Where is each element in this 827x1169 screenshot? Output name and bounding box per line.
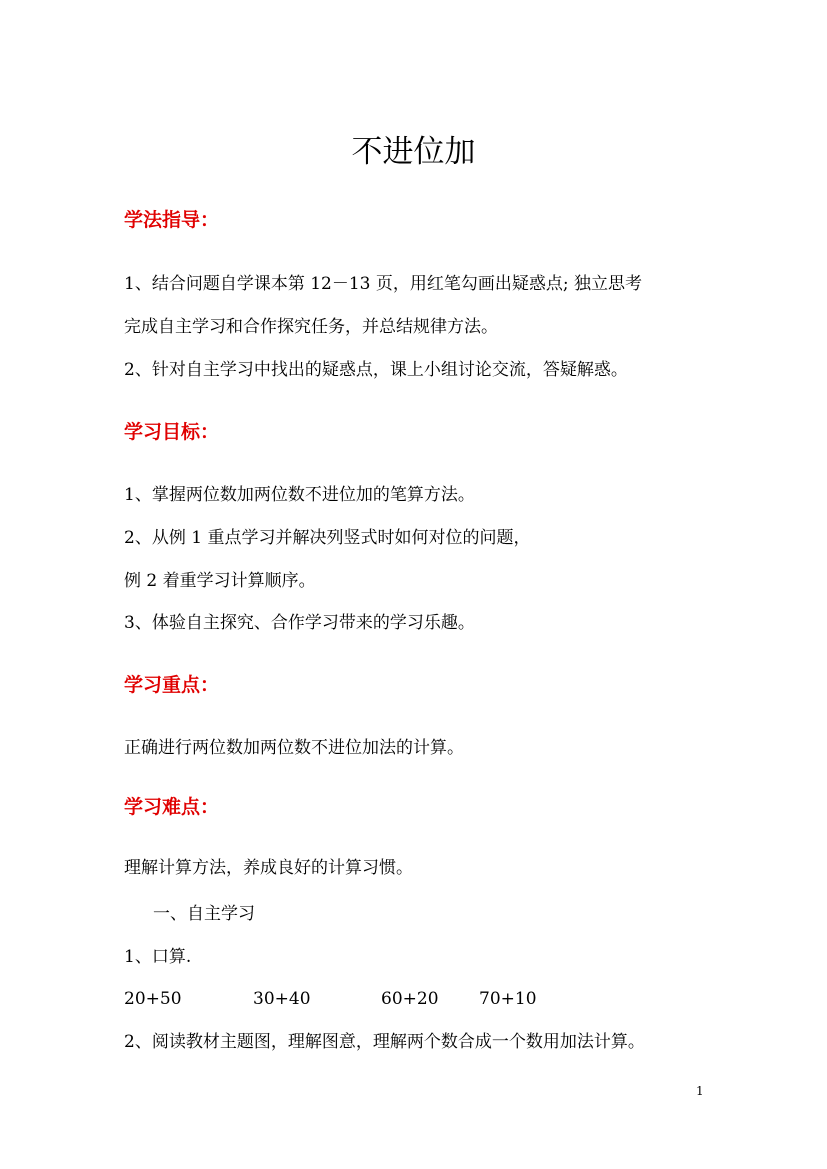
calc-item: 30+40	[253, 989, 311, 1009]
self-study-item-2: 2、阅读教材主题图，理解图意，理解两个数合成一个数用加法计算。	[124, 1032, 645, 1052]
guide-line-2: 完成自主学习和合作探究任务，并总结规律方法。	[124, 317, 498, 337]
page-number: 1	[696, 1084, 704, 1098]
page-title: 不进位加	[351, 134, 476, 170]
self-study-heading: 一、自主学习	[153, 904, 255, 924]
goals-line-4: 3、体验自主探究、合作学习带来的学习乐趣。	[124, 613, 475, 633]
difficulty-line-1: 理解计算方法，养成良好的计算习惯。	[124, 858, 413, 878]
goals-line-2: 2、从例 1 重点学习并解决列竖式时如何对位的问题，	[124, 528, 531, 548]
self-study-item-1: 1、口算.	[124, 947, 192, 967]
guide-line-3: 2、针对自主学习中找出的疑惑点，课上小组讨论交流，答疑解惑。	[124, 360, 628, 380]
key-line-1: 正确进行两位数加两位数不进位加法的计算。	[124, 738, 464, 758]
goals-line-3: 例 2 着重学习计算顺序。	[124, 571, 316, 591]
calc-item: 20+50	[124, 989, 182, 1009]
section-heading-key: 学习重点：	[124, 674, 220, 696]
section-heading-guide: 学法指导：	[124, 209, 220, 231]
section-heading-difficulty: 学习难点：	[124, 796, 220, 818]
goals-line-1: 1、掌握两位数加两位数不进位加的笔算方法。	[124, 485, 475, 505]
section-heading-goals: 学习目标：	[124, 421, 220, 443]
calc-item: 60+20	[381, 989, 439, 1009]
guide-line-1: 1、结合问题自学课本第 12－13 页，用红笔勾画出疑惑点; 独立思考	[124, 274, 643, 294]
calc-item: 70+10	[479, 989, 537, 1009]
